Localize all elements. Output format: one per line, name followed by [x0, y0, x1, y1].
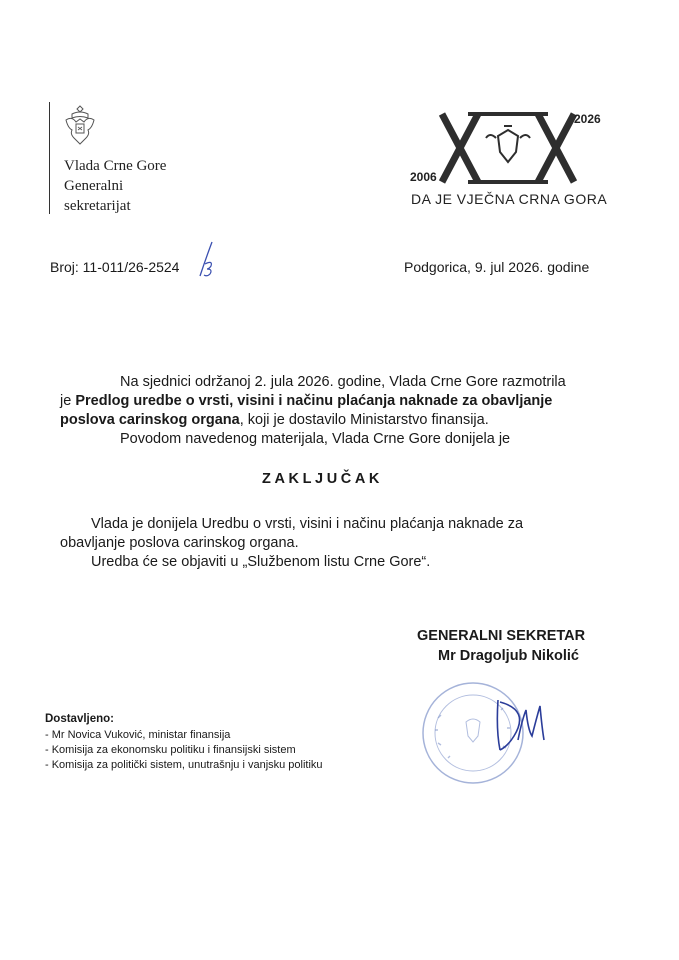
signatory-title: GENERALNI SEKRETAR	[417, 628, 586, 644]
handwritten-signature	[488, 690, 558, 760]
intro-line-2	[60, 392, 566, 411]
distribution-title: Dostavljeno:	[45, 713, 115, 725]
decision-intro: Povodom navedenog materijala, Vlada Crne Gore donijela je	[120, 431, 511, 447]
org-line-3: sekretarijat	[64, 198, 131, 214]
coat-of-arms-icon	[62, 104, 98, 148]
intro-line-2-prefix: je	[60, 393, 76, 409]
signatory-name: Mr Dragoljub Nikolić	[438, 648, 579, 664]
government-name	[64, 156, 166, 216]
reference-number: Broj: 11-011/26-2524	[50, 259, 180, 275]
distribution-list	[45, 728, 323, 773]
conclusion-line-1: Vlada je donijela Uredbu o vrsti, visini i načinu plaćanja naknade za	[91, 516, 524, 532]
intro-paragraph	[60, 373, 566, 449]
header-divider	[49, 102, 50, 214]
org-line-1: Vlada Crne Gore	[64, 158, 167, 174]
intro-line-3-suffix: , koji je dostavilo Ministarstvo finansija.	[239, 412, 489, 428]
proposal-title-part-2: poslova carinskog organa	[60, 412, 240, 428]
conclusion-paragraph	[60, 515, 524, 572]
logo-motto: DA JE VJEČNA CRNA GORA	[411, 191, 608, 207]
conclusion-line-2: obavljanje poslova carinskog organa.	[60, 535, 299, 551]
distribution-item: - Komisija za politički sistem, unutrašnju i vanjsku politiku	[45, 759, 323, 771]
place-date: Podgorica, 9. jul 2026. godine	[404, 259, 590, 275]
intro-line-1: Na sjednici održanoj 2. jula 2026. godine, Vlada Crne Gore razmotrila	[120, 374, 566, 390]
org-line-2: Generalni	[64, 178, 124, 194]
distribution-item: - Mr Novica Vuković, ministar finansija	[45, 729, 231, 741]
proposal-title-part-1: Predlog uredbe o vrsti, visini i načinu plaćanja naknade za obavljanje	[75, 393, 553, 409]
conclusion-heading: ZAKLJUČAK	[262, 471, 384, 487]
logo-year-right: 2026	[574, 112, 601, 126]
distribution-item: - Komisija za ekonomsku politiku i finansijski sistem	[45, 744, 296, 756]
anniversary-logo-icon	[438, 108, 578, 188]
handwritten-suffix	[196, 240, 218, 278]
publication-note: Uredba će se objaviti u „Službenom listu Crne Gore“.	[91, 554, 431, 570]
intro-line-3	[60, 411, 566, 430]
logo-year-left: 2006	[410, 170, 437, 184]
